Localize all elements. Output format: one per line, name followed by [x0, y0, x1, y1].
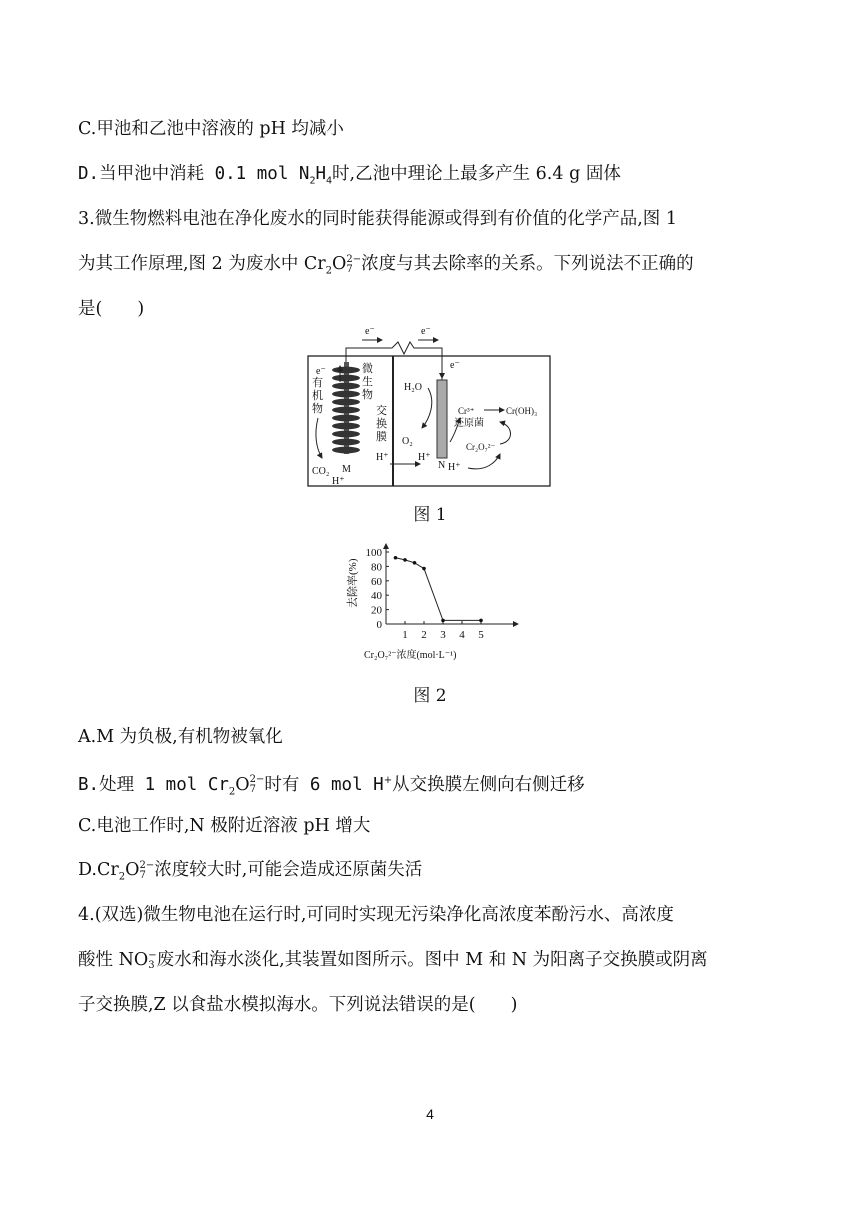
x-tick-label: 2 — [421, 629, 427, 641]
microbe-label-3: 物 — [362, 389, 373, 401]
reduction-arrow — [422, 388, 432, 428]
data-point — [403, 558, 407, 562]
subscript: 7 — [139, 869, 146, 881]
microbe-cluster — [332, 367, 360, 454]
ion-charge — [139, 861, 154, 881]
text: 时,乙池中理论上最多产生 6.4 g 固体 — [332, 164, 621, 184]
electrode-n-label: N — [438, 460, 446, 471]
ion-charge — [148, 951, 156, 971]
electrode-m-label: M — [342, 464, 351, 475]
y-tick-label: 60 — [371, 575, 382, 588]
question-3-line-3: 是( ) — [78, 299, 145, 319]
subscript: 3 — [148, 959, 155, 971]
proton-label: H⁺ — [376, 452, 389, 463]
cycle-arrow — [500, 422, 511, 444]
organic-label-3: 物 — [312, 403, 323, 415]
text: 从交换膜左侧向右侧迁移 — [392, 774, 585, 795]
text: O — [125, 860, 140, 880]
data-point — [413, 561, 417, 565]
x-tick-label: 1 — [402, 629, 408, 641]
figure-2-chart — [330, 538, 530, 666]
subscript: 7 — [249, 784, 257, 796]
electron-label: e⁻ — [421, 326, 431, 337]
option-d — [78, 858, 422, 890]
data-point — [422, 567, 426, 571]
text: O — [332, 254, 347, 274]
question-4-line-2 — [78, 948, 708, 972]
bacteria-label: 还原菌 — [454, 418, 484, 429]
charge: − — [148, 949, 157, 961]
electron-label: e⁻ — [316, 366, 326, 377]
series-line — [396, 558, 482, 621]
charge: 2− — [139, 859, 155, 871]
option-c-prev: C.甲池和乙池中溶液的 pH 均减小 — [78, 119, 344, 139]
subscript: 2 — [228, 786, 236, 798]
ion-charge — [250, 775, 265, 795]
proton-label: H⁺ — [448, 462, 461, 473]
co2-label: CO₂ — [312, 466, 330, 477]
text: H — [315, 164, 327, 184]
proton-label: H⁺ — [418, 452, 431, 463]
text: O — [235, 774, 250, 795]
electron-label: e⁻ — [365, 326, 375, 337]
text: 为其工作原理,图 2 为废水中 Cr — [78, 254, 326, 274]
x-axis-label: Cr₂O₇²⁻浓度(mol·L⁻¹) — [364, 650, 457, 661]
charge: 2− — [249, 774, 265, 786]
text: 时有 6 mol H — [264, 774, 384, 795]
y-tick-label: 0 — [376, 619, 382, 631]
cr3-label: Cr³⁺ — [458, 406, 475, 416]
text: 浓度与其去除率的关系。下列说法不正确的 — [361, 254, 694, 274]
option-b — [78, 769, 585, 804]
oxidation-arrow — [316, 418, 322, 458]
option-a: A.M 为负极,有机物被氧化 — [78, 727, 283, 747]
y-axis-label: 去除率(%) — [347, 558, 359, 608]
electron-label: e⁻ — [450, 360, 460, 371]
x-tick-label: 3 — [440, 629, 446, 641]
subscript: 4 — [326, 175, 333, 187]
option-c: C.电池工作时,N 极附近溶液 pH 增大 — [78, 816, 371, 836]
microbe-label-1: 微 — [362, 363, 373, 375]
figure-1-diagram — [300, 322, 560, 492]
water-label: H₂O — [404, 382, 422, 393]
y-tick-label: 100 — [365, 547, 382, 559]
text: 废水和海水淡化,其装置如图所示。图中 M 和 N 为阳离子交换膜或阴离 — [156, 950, 708, 970]
y-tick-label: 20 — [371, 604, 382, 617]
page-number: 4 — [426, 1106, 434, 1122]
organic-label-2: 机 — [312, 390, 323, 402]
question-3-line-2 — [78, 252, 694, 284]
figure-2-caption: 图 2 — [413, 686, 447, 706]
subscript: 2 — [118, 871, 126, 883]
y-tick-label: 40 — [371, 590, 382, 603]
membrane-label-2: 换 — [376, 418, 387, 430]
membrane-label-3: 膜 — [376, 431, 387, 443]
question-3-line-1: 3.微生物燃料电池在净化废水的同时能获得能源或得到有价值的化学产品,图 1 — [78, 209, 677, 229]
data-point — [479, 619, 483, 623]
oxygen-label: O₂ — [402, 436, 413, 447]
option-d-prev — [78, 162, 621, 194]
subscript: 7 — [346, 263, 353, 275]
dichromate-label: Cr₂O₇²⁻ — [466, 442, 496, 452]
y-tick-label: 80 — [371, 561, 382, 574]
data-point — [394, 556, 398, 560]
text: D.Cr — [78, 860, 119, 880]
subscript: 2 — [309, 175, 316, 187]
text: D.当甲池中消耗 0.1 mol N — [78, 164, 310, 184]
croh3-label: Cr(OH)₃ — [506, 406, 538, 416]
data-point — [441, 619, 445, 623]
figure-1-caption: 图 1 — [413, 505, 447, 525]
text: 酸性 NO — [78, 950, 149, 970]
charge: 2− — [346, 253, 362, 265]
electrode-n — [437, 380, 447, 458]
membrane-label-1: 交 — [376, 405, 387, 417]
x-tick-label: 4 — [459, 629, 465, 641]
ion-charge — [346, 255, 361, 275]
microbe-label-2: 生 — [362, 376, 373, 388]
x-tick-label: 5 — [478, 629, 484, 641]
superscript: + — [383, 775, 393, 786]
proton-arrow — [468, 454, 500, 469]
text: 浓度较大时,可能会造成还原菌失活 — [154, 860, 423, 880]
text: B.处理 1 mol Cr — [78, 774, 229, 795]
proton-label: H⁺ — [332, 476, 345, 487]
subscript: 2 — [325, 265, 333, 277]
question-4-line-3: 子交换膜,Z 以食盐水模拟海水。下列说法错误的是( ) — [78, 995, 518, 1015]
question-4-line-1: 4.(双选)微生物电池在运行时,可同时实现无污染净化高浓度苯酚污水、高浓度 — [78, 905, 674, 925]
organic-label-1: 有 — [312, 377, 323, 389]
